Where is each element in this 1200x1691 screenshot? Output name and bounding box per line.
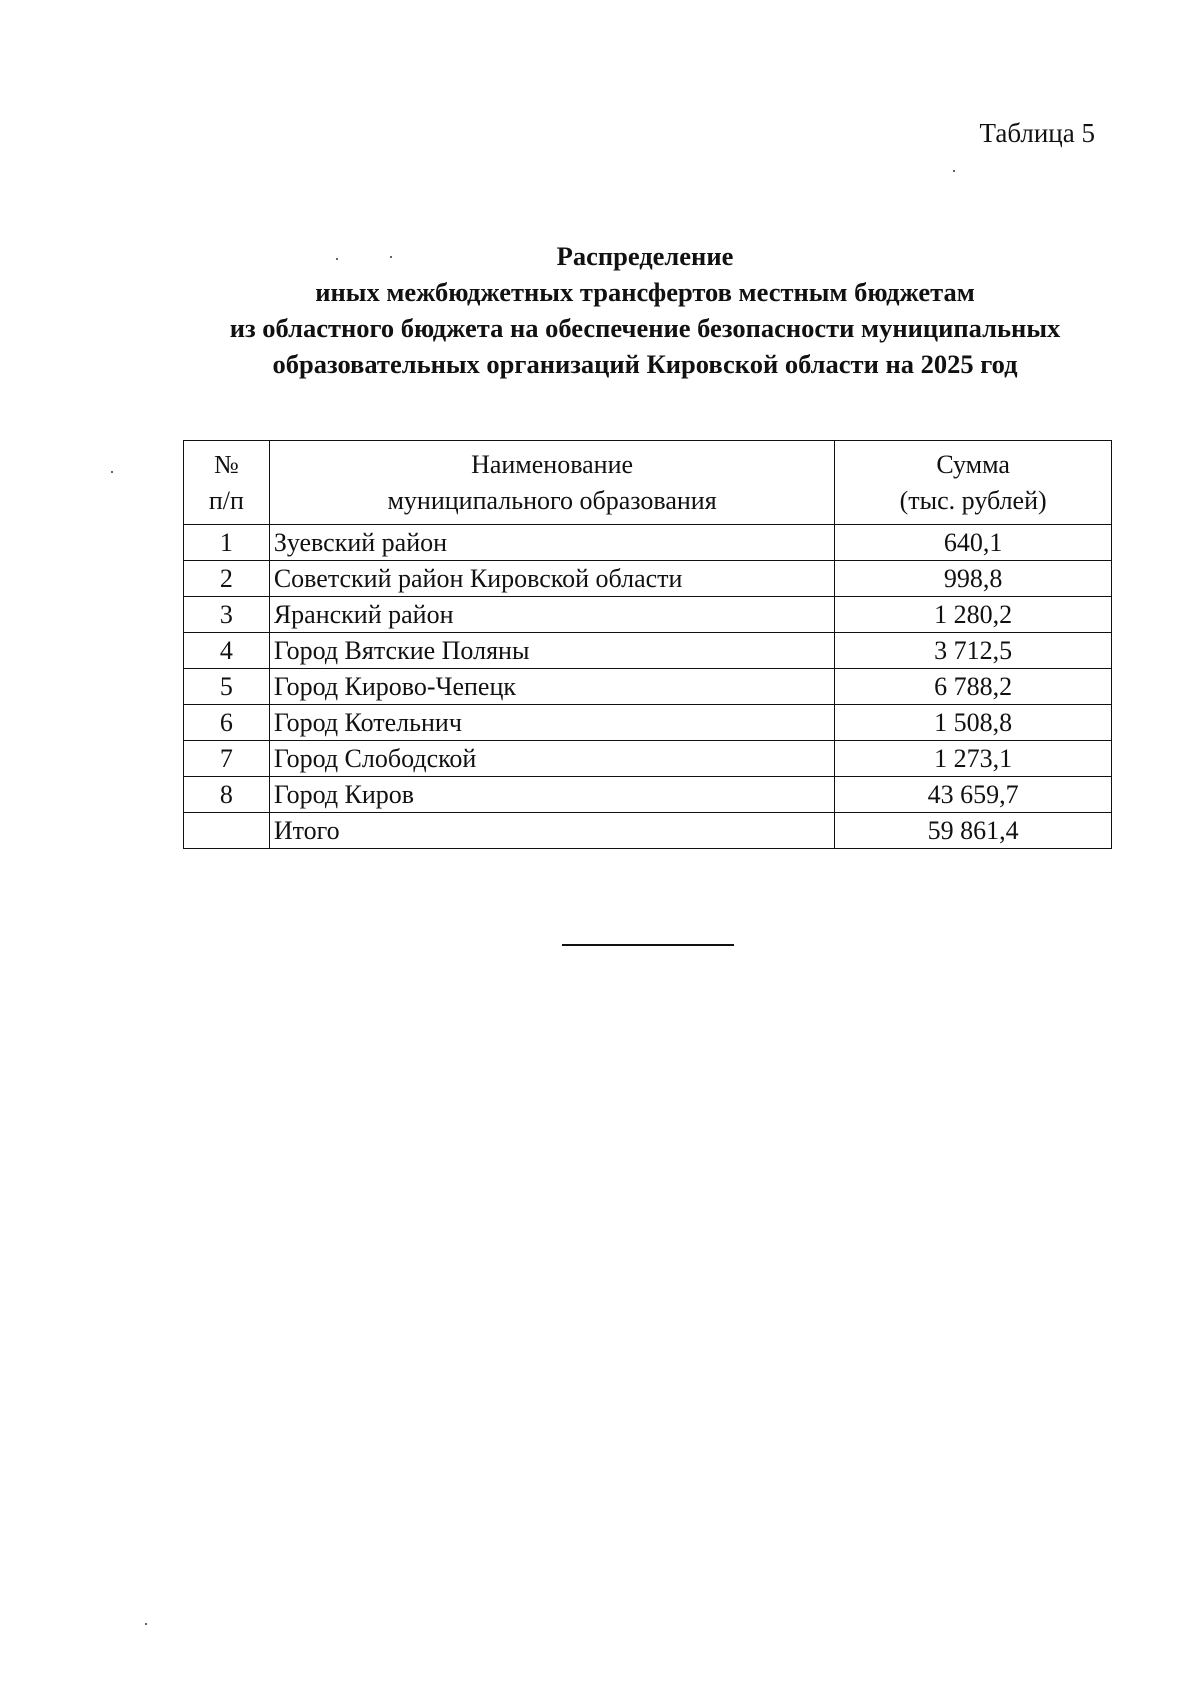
header-name-line-2: муниципального образования (387, 485, 717, 515)
title-line-1: Распределение (556, 241, 734, 271)
total-row (184, 813, 1112, 849)
row-number: 7 (184, 741, 270, 777)
header-sum (835, 441, 1112, 525)
amount: 3 712,5 (835, 633, 1112, 669)
municipality-name: Город Вятские Поляны (269, 633, 834, 669)
title-line-3: из областного бюджета на обеспечение безопасности муниципальных (229, 313, 1061, 343)
total-row-number (184, 813, 270, 849)
header-number-line-2: п/п (208, 485, 244, 515)
end-of-document-rule (562, 944, 734, 946)
header-name (269, 441, 834, 525)
scan-speck (390, 256, 392, 258)
table-row (184, 561, 1112, 597)
municipality-name: Зуевский район (269, 525, 834, 561)
scan-speck (953, 170, 955, 172)
row-number: 3 (184, 597, 270, 633)
table-header-row (184, 441, 1112, 525)
amount: 6 788,2 (835, 669, 1112, 705)
header-name-line-1: Наименование (471, 449, 634, 479)
table-row (184, 597, 1112, 633)
row-number: 2 (184, 561, 270, 597)
title-line-2: иных межбюджетных трансфертов местным бюджетам (315, 277, 975, 307)
title-line-4: образовательных организаций Кировской области на 2025 год (272, 349, 1018, 379)
total-label: Итого (269, 813, 834, 849)
header-sum-line-2: (тыс. рублей) (899, 485, 1047, 515)
header-sum-line-1: Сумма (936, 449, 1010, 479)
scan-speck (111, 471, 113, 473)
municipality-name: Город Киров (269, 777, 834, 813)
amount: 998,8 (835, 561, 1112, 597)
amount: 1 280,2 (835, 597, 1112, 633)
total-amount: 59 861,4 (835, 813, 1112, 849)
municipality-name: Советский район Кировской области (269, 561, 834, 597)
table-number-label: Таблица 5 (979, 118, 1095, 148)
distribution-table (183, 440, 1112, 849)
scan-speck (145, 1623, 147, 1625)
row-number: 4 (184, 633, 270, 669)
document-title (150, 238, 1140, 382)
table-row (184, 741, 1112, 777)
table-row (184, 525, 1112, 561)
row-number: 1 (184, 525, 270, 561)
amount: 640,1 (835, 525, 1112, 561)
table-row (184, 777, 1112, 813)
amount: 43 659,7 (835, 777, 1112, 813)
table-row (184, 669, 1112, 705)
municipality-name: Город Котельнич (269, 705, 834, 741)
table-row (184, 633, 1112, 669)
row-number: 8 (184, 777, 270, 813)
amount: 1 273,1 (835, 741, 1112, 777)
municipality-name: Город Кирово-Чепецк (269, 669, 834, 705)
header-number-line-1: № (214, 449, 239, 479)
amount: 1 508,8 (835, 705, 1112, 741)
row-number: 6 (184, 705, 270, 741)
municipality-name: Яранский район (269, 597, 834, 633)
scan-speck (336, 258, 338, 260)
municipality-name: Город Слободской (269, 741, 834, 777)
row-number: 5 (184, 669, 270, 705)
table-row (184, 705, 1112, 741)
header-number (184, 441, 270, 525)
